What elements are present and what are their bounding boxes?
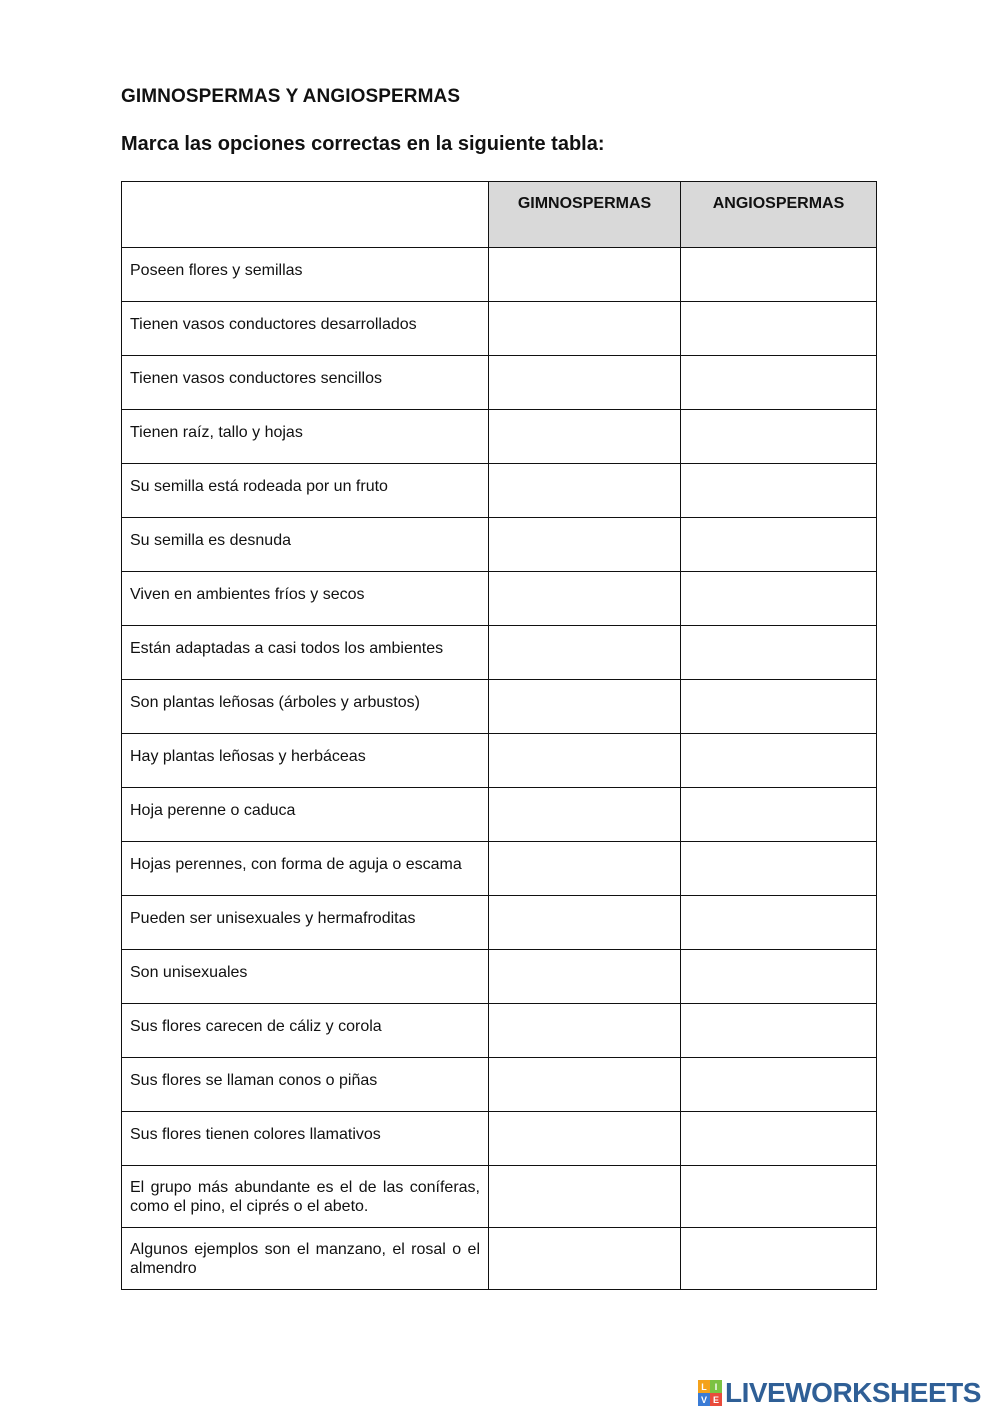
- answer-cell-gimnospermas[interactable]: [489, 1058, 681, 1112]
- table-row: [122, 1112, 877, 1166]
- statement-cell: Sus flores tienen colores llamativos: [122, 1112, 489, 1166]
- statement-cell: Hojas perennes, con forma de aguja o escama: [122, 842, 489, 896]
- answer-cell-gimnospermas[interactable]: [489, 1112, 681, 1166]
- statement-cell: Su semilla está rodeada por un fruto: [122, 464, 489, 518]
- answer-cell-gimnospermas[interactable]: [489, 950, 681, 1004]
- answer-cell-gimnospermas[interactable]: [489, 1166, 681, 1228]
- header-empty-cell: [122, 182, 489, 248]
- answer-cell-angiospermas[interactable]: [681, 356, 877, 410]
- answer-cell-gimnospermas[interactable]: [489, 680, 681, 734]
- statement-cell: Hay plantas leñosas y herbáceas: [122, 734, 489, 788]
- answer-table: [121, 181, 877, 1290]
- statement-cell: El grupo más abundante es el de las coníferas, como el pino, el ciprés o el abeto.: [122, 1166, 489, 1228]
- answer-cell-angiospermas[interactable]: [681, 950, 877, 1004]
- answer-cell-angiospermas[interactable]: [681, 1004, 877, 1058]
- answer-cell-gimnospermas[interactable]: [489, 518, 681, 572]
- statement-cell: Pueden ser unisexuales y hermafroditas: [122, 896, 489, 950]
- answer-cell-gimnospermas[interactable]: [489, 896, 681, 950]
- worksheet-title: GIMNOSPERMAS Y ANGIOSPERMAS: [121, 86, 461, 107]
- answer-cell-angiospermas[interactable]: [681, 626, 877, 680]
- liveworksheets-logo-mark-icon: [698, 1380, 722, 1406]
- answer-cell-gimnospermas[interactable]: [489, 302, 681, 356]
- table-row: [122, 896, 877, 950]
- answer-cell-gimnospermas[interactable]: [489, 248, 681, 302]
- table-row: [122, 572, 877, 626]
- header-angiospermas: ANGIOSPERMAS: [681, 182, 877, 248]
- answer-cell-angiospermas[interactable]: [681, 518, 877, 572]
- statement-cell: Poseen flores y semillas: [122, 248, 489, 302]
- table-row: [122, 842, 877, 896]
- statement-cell: Tienen raíz, tallo y hojas: [122, 410, 489, 464]
- statement-cell: Sus flores carecen de cáliz y corola: [122, 1004, 489, 1058]
- answer-cell-gimnospermas[interactable]: [489, 626, 681, 680]
- statement-cell: Su semilla es desnuda: [122, 518, 489, 572]
- statement-cell: Son unisexuales: [122, 950, 489, 1004]
- answer-cell-gimnospermas[interactable]: [489, 788, 681, 842]
- answer-cell-gimnospermas[interactable]: [489, 1004, 681, 1058]
- statement-cell: Viven en ambientes fríos y secos: [122, 572, 489, 626]
- answer-cell-angiospermas[interactable]: [681, 896, 877, 950]
- statement-cell: Tienen vasos conductores sencillos: [122, 356, 489, 410]
- liveworksheets-logo: [698, 1378, 981, 1408]
- answer-cell-angiospermas[interactable]: [681, 464, 877, 518]
- answer-cell-gimnospermas[interactable]: [489, 464, 681, 518]
- table-row: [122, 734, 877, 788]
- logo-letter: E: [710, 1393, 722, 1406]
- answer-cell-gimnospermas[interactable]: [489, 842, 681, 896]
- table-row: [122, 410, 877, 464]
- table-row: [122, 356, 877, 410]
- table-row: [122, 680, 877, 734]
- answer-cell-angiospermas[interactable]: [681, 1166, 877, 1228]
- worksheet-instructions: Marca las opciones correctas en la siguiente tabla:: [121, 133, 605, 155]
- answer-cell-gimnospermas[interactable]: [489, 410, 681, 464]
- table-row: [122, 950, 877, 1004]
- logo-letter: L: [698, 1380, 710, 1393]
- answer-cell-gimnospermas[interactable]: [489, 734, 681, 788]
- answer-cell-gimnospermas[interactable]: [489, 356, 681, 410]
- table-row: [122, 1228, 877, 1290]
- answer-cell-angiospermas[interactable]: [681, 1112, 877, 1166]
- answer-cell-angiospermas[interactable]: [681, 680, 877, 734]
- table-row: [122, 464, 877, 518]
- answer-cell-angiospermas[interactable]: [681, 1058, 877, 1112]
- table-header-row: [122, 182, 877, 248]
- answer-cell-angiospermas[interactable]: [681, 1228, 877, 1290]
- answer-cell-angiospermas[interactable]: [681, 302, 877, 356]
- answer-cell-angiospermas[interactable]: [681, 788, 877, 842]
- logo-letter: V: [698, 1393, 710, 1406]
- table-row: [122, 1004, 877, 1058]
- table-row: [122, 248, 877, 302]
- answer-cell-angiospermas[interactable]: [681, 572, 877, 626]
- table-row: [122, 1058, 877, 1112]
- table-row: [122, 518, 877, 572]
- statement-cell: Hoja perenne o caduca: [122, 788, 489, 842]
- answer-cell-angiospermas[interactable]: [681, 410, 877, 464]
- table-row: [122, 788, 877, 842]
- answer-cell-angiospermas[interactable]: [681, 734, 877, 788]
- table-row: [122, 1166, 877, 1228]
- table-row: [122, 302, 877, 356]
- answer-cell-angiospermas[interactable]: [681, 842, 877, 896]
- logo-letter: I: [710, 1380, 722, 1393]
- answer-cell-angiospermas[interactable]: [681, 248, 877, 302]
- statement-cell: Algunos ejemplos son el manzano, el rosal o el almendro: [122, 1228, 489, 1290]
- header-gimnospermas: GIMNOSPERMAS: [489, 182, 681, 248]
- statement-cell: Son plantas leñosas (árboles y arbustos): [122, 680, 489, 734]
- statement-cell: Sus flores se llaman conos o piñas: [122, 1058, 489, 1112]
- table-row: [122, 626, 877, 680]
- liveworksheets-logo-text: LIVEWORKSHEETS: [725, 1377, 981, 1408]
- answer-cell-gimnospermas[interactable]: [489, 572, 681, 626]
- answer-cell-gimnospermas[interactable]: [489, 1228, 681, 1290]
- statement-cell: Tienen vasos conductores desarrollados: [122, 302, 489, 356]
- statement-cell: Están adaptadas a casi todos los ambientes: [122, 626, 489, 680]
